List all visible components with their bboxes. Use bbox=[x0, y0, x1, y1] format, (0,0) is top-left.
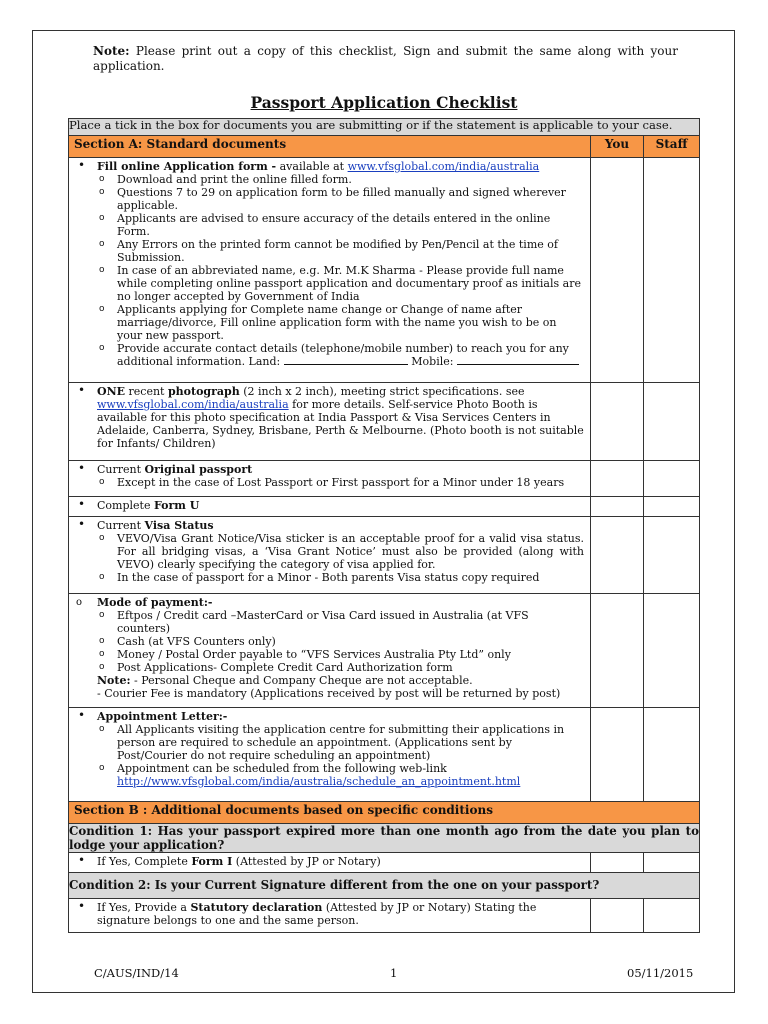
circle-bullet-icon: o bbox=[76, 597, 83, 608]
sub-item: o Applicants applying for Complete name change or Change of name after marriage/divorce, Fill online application form with the name you wish to be on your new passport. bbox=[97, 303, 584, 342]
sub-item: o Cash (at VFS Counters only) bbox=[97, 635, 584, 648]
staff-tick-box[interactable] bbox=[644, 461, 700, 497]
checklist-row bbox=[69, 158, 700, 383]
you-tick-box[interactable] bbox=[591, 383, 644, 461]
you-tick-box[interactable] bbox=[591, 158, 644, 383]
item-text: Current bbox=[97, 463, 145, 476]
bullet-icon: • bbox=[78, 383, 86, 397]
bold-text: Form I bbox=[191, 855, 233, 868]
sub-item: o Post Applications- Complete Credit Card Authorization form bbox=[97, 661, 584, 674]
staff-tick-box[interactable] bbox=[644, 853, 700, 873]
item-text: (Attested by JP or Notary) Stating the signature belongs to one and the same person. bbox=[97, 901, 537, 927]
appointment-link[interactable]: http://www.vfsglobal.com/india/australia/schedule_an_appointment.html bbox=[117, 775, 521, 788]
item-text: Current bbox=[97, 519, 145, 532]
mobile-field[interactable] bbox=[457, 355, 579, 365]
payment-note bbox=[97, 674, 584, 687]
you-tick-box[interactable] bbox=[591, 461, 644, 497]
condition-1-heading: Condition 1: Has your passport expired more than one month ago from the date you plan to lodge your application? bbox=[69, 824, 699, 852]
bullet-icon: • bbox=[78, 461, 86, 475]
page-title: Passport Application Checklist bbox=[250, 93, 518, 112]
staff-tick-box[interactable] bbox=[644, 594, 700, 708]
condition-2-heading: Condition 2: Is your Current Signature different from the one on your passport? bbox=[69, 873, 700, 899]
item-text: Complete bbox=[97, 499, 154, 512]
sub-item: o Applicants are advised to ensure accuracy of the details entered in the online Form. bbox=[97, 212, 584, 238]
item-text: available at bbox=[276, 160, 348, 173]
checklist-row bbox=[69, 594, 700, 708]
checklist-row bbox=[69, 517, 700, 594]
staff-tick-box[interactable] bbox=[644, 497, 700, 517]
page-number: 1 bbox=[390, 966, 398, 980]
sub-item: o Except in the case of Lost Passport or First passport for a Minor under 18 years bbox=[97, 476, 584, 489]
item-text: Appointment can be scheduled from the following web-link bbox=[117, 762, 447, 775]
vfs-link[interactable]: www.vfsglobal.com/india/australia bbox=[347, 160, 540, 173]
staff-tick-box[interactable] bbox=[644, 517, 700, 594]
you-tick-box[interactable] bbox=[591, 708, 644, 802]
bullet-icon: • bbox=[78, 158, 86, 172]
note-text bbox=[93, 44, 678, 74]
note-body: Please print out a copy of this checklist, Sign and submit the same along with your application. bbox=[93, 44, 678, 73]
you-tick-box[interactable] bbox=[591, 594, 644, 708]
sub-item bbox=[97, 762, 584, 788]
bold-text: Original passport bbox=[144, 463, 253, 476]
checklist-row bbox=[69, 899, 700, 933]
form-code: C/AUS/IND/14 bbox=[94, 966, 179, 980]
checklist-table bbox=[68, 118, 700, 933]
mobile-label: Mobile: bbox=[407, 355, 457, 368]
landline-field[interactable] bbox=[284, 355, 408, 365]
staff-tick-box[interactable] bbox=[644, 383, 700, 461]
sub-item: o Any Errors on the printed form cannot be modified by Pen/Pencil at the time of Submission. bbox=[97, 238, 584, 264]
sub-item: o In the case of passport for a Minor - Both parents Visa status copy required bbox=[97, 571, 584, 584]
item-text: If Yes, Complete bbox=[97, 855, 192, 868]
checklist-row bbox=[69, 383, 700, 461]
sub-item: o Eftpos / Credit card –MasterCard or Visa Card issued in Australia (at VFS counters) bbox=[97, 609, 584, 635]
bullet-icon: • bbox=[78, 708, 86, 722]
sub-item: o All Applicants visiting the application centre for submitting their applications in person are required to schedule an appointment. (Applications sent by Post/Courier do not require scheduling an appointment) bbox=[97, 723, 584, 762]
col-you-header: You bbox=[591, 136, 644, 158]
sub-item: o Download and print the online filled form. bbox=[97, 173, 584, 186]
bold-text: photograph bbox=[167, 385, 240, 398]
form-date: 05/11/2015 bbox=[627, 966, 694, 980]
bold-text: Visa Status bbox=[144, 519, 214, 532]
item-text: for more details. Self-service Photo Booth is available for this photo specification at India Passport & Visa Services Centers in Adelaide, Canberra, Sydney, Brisbane, Perth & Melbourne. (Photo booth is not suitable for Infants/ Children) bbox=[97, 398, 584, 450]
bold-text: Appointment Letter:- bbox=[97, 710, 228, 723]
bold-text: Form U bbox=[153, 499, 200, 512]
you-tick-box[interactable] bbox=[591, 497, 644, 517]
checklist-row bbox=[69, 497, 700, 517]
sub-list bbox=[97, 723, 584, 788]
you-tick-box[interactable] bbox=[591, 853, 644, 873]
item-text: If Yes, Provide a bbox=[97, 901, 191, 914]
sub-item: o VEVO/Visa Grant Notice/Visa sticker is an acceptable proof for a valid visa status. For all bridging visas, a ‘Visa Grant Notice’ must also be provided (along with VEVO) clearly specifying the category of visa applied for. bbox=[97, 532, 584, 571]
note-text: - Personal Cheque and Company Cheque are not acceptable. bbox=[130, 674, 473, 687]
you-tick-box[interactable] bbox=[591, 517, 644, 594]
sub-item bbox=[97, 342, 584, 368]
staff-tick-box[interactable] bbox=[644, 899, 700, 933]
item-text: (Attested by JP or Notary) bbox=[232, 855, 381, 868]
you-tick-box[interactable] bbox=[591, 899, 644, 933]
checklist-row bbox=[69, 853, 700, 873]
item-title: Fill online Application form - bbox=[97, 160, 277, 173]
section-a-heading: Section A: Standard documents bbox=[69, 136, 591, 158]
bold-text: Mode of payment:- bbox=[97, 596, 213, 609]
intro-instruction: Place a tick in the box for documents you are submitting or if the statement is applicable to your case. bbox=[69, 119, 700, 136]
section-b-heading: Section B : Additional documents based on specific conditions bbox=[69, 802, 700, 824]
sub-item: o Money / Postal Order payable to “VFS Services Australia Pty Ltd” only bbox=[97, 648, 584, 661]
sub-list bbox=[97, 476, 584, 489]
staff-tick-box[interactable] bbox=[644, 708, 700, 802]
note-label: Note: bbox=[93, 44, 130, 58]
note-label: Note: bbox=[97, 674, 131, 687]
bullet-icon: • bbox=[78, 497, 86, 511]
sub-item: o In case of an abbreviated name, e.g. Mr. M.K Sharma - Please provide full name while completing online passport application and documentary proof as initials are no longer accepted by Government of India bbox=[97, 264, 584, 303]
bold-text: Statutory declaration bbox=[190, 901, 323, 914]
item-text: recent bbox=[125, 385, 168, 398]
sub-list bbox=[97, 609, 584, 674]
sub-list bbox=[97, 173, 584, 368]
sub-list bbox=[97, 532, 584, 584]
staff-tick-box[interactable] bbox=[644, 158, 700, 383]
bullet-icon: • bbox=[78, 853, 86, 867]
vfs-link[interactable]: www.vfsglobal.com/india/australia bbox=[97, 398, 289, 411]
bold-text: ONE bbox=[97, 385, 126, 398]
checklist-row bbox=[69, 708, 700, 802]
contact-text: Provide accurate contact details (telephone/mobile number) to reach you for any additional information. Land: bbox=[117, 342, 569, 368]
bullet-icon: • bbox=[78, 899, 86, 913]
sub-item: o Questions 7 to 29 on application form to be filled manually and signed wherever applicable. bbox=[97, 186, 584, 212]
col-staff-header: Staff bbox=[644, 136, 700, 158]
item-text: (2 inch x 2 inch), meeting strict specifications. see bbox=[239, 385, 525, 398]
courier-note: - Courier Fee is mandatory (Applications received by post will be returned by post) bbox=[97, 687, 561, 700]
checklist-row bbox=[69, 461, 700, 497]
bullet-icon: • bbox=[78, 517, 86, 531]
